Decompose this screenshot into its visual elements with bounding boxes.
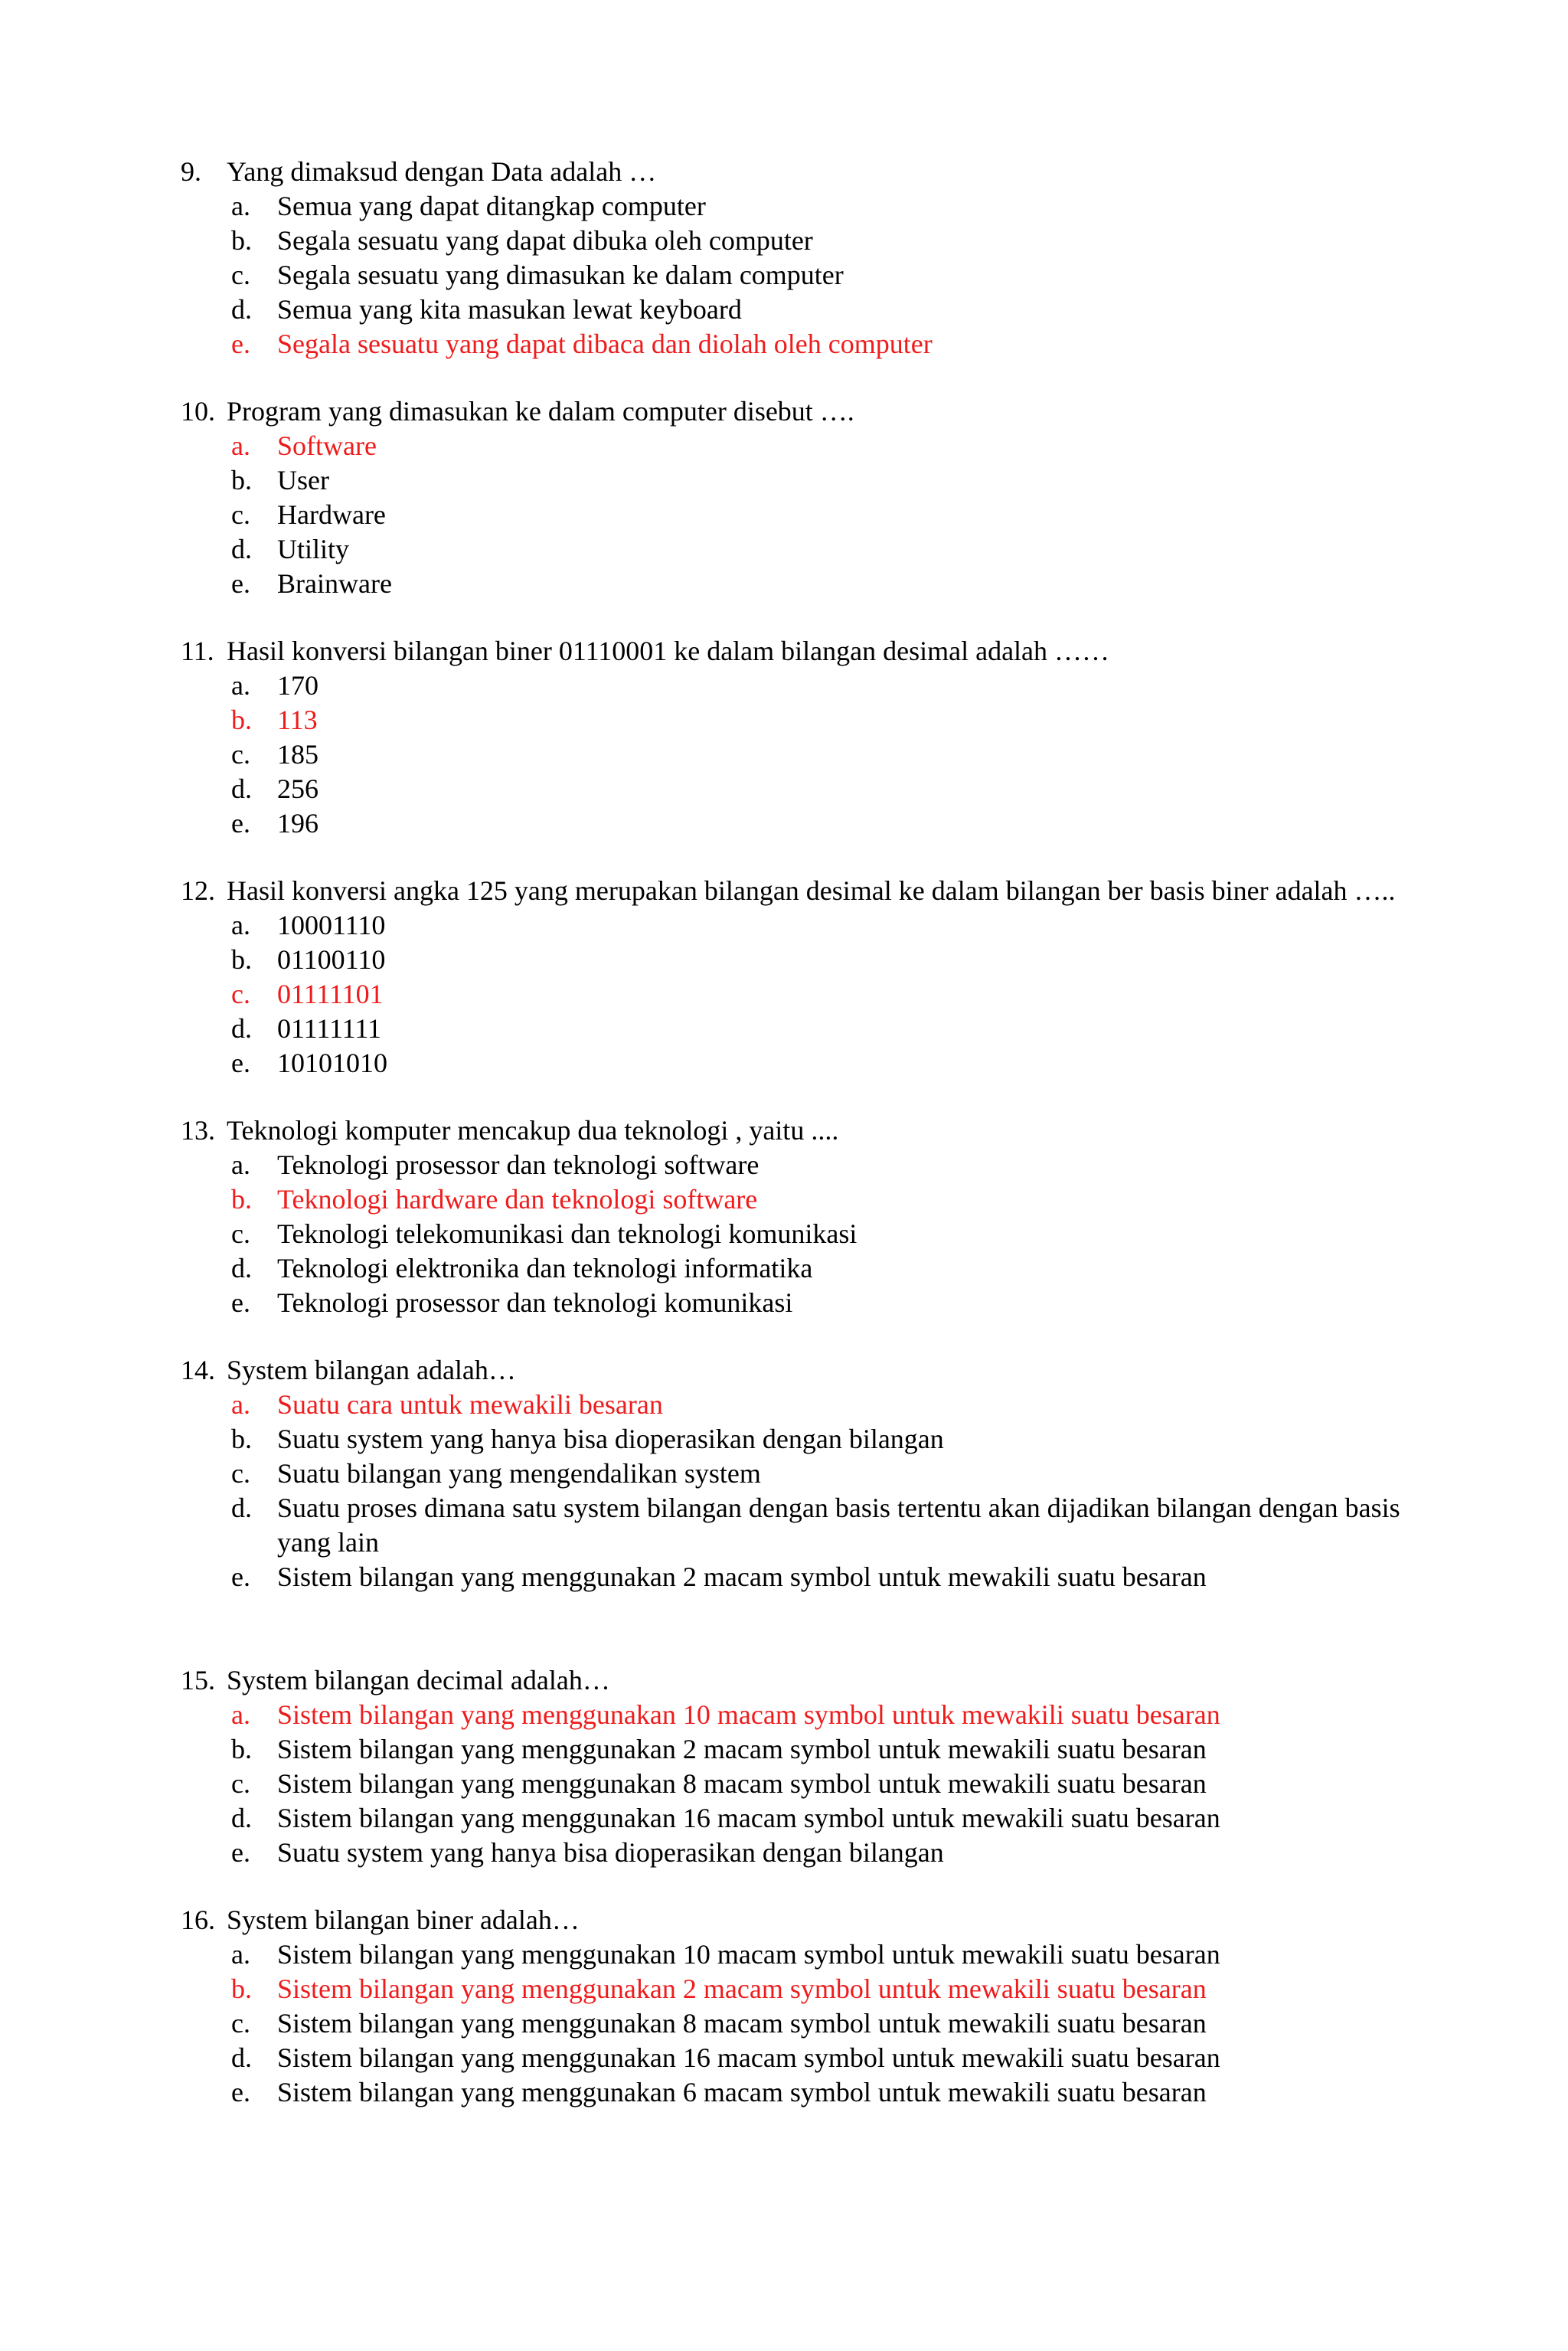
option-c bbox=[231, 977, 1406, 1012]
question-text: System bilangan adalah… bbox=[227, 1355, 516, 1385]
option-c bbox=[231, 1457, 1406, 1491]
option-letter: e. bbox=[231, 2077, 250, 2107]
option-text: Sistem bilangan yang menggunakan 8 macam symbol untuk mewakili suatu besaran bbox=[277, 1768, 1207, 1799]
option-e bbox=[231, 327, 1406, 361]
option-e bbox=[231, 567, 1406, 601]
option-a bbox=[231, 1148, 1406, 1182]
option-letter: a. bbox=[231, 1149, 250, 1180]
option-text: Sistem bilangan yang menggunakan 2 macam symbol untuk mewakili suatu besaran bbox=[277, 1561, 1207, 1592]
option-text: 185 bbox=[277, 739, 318, 770]
option-list bbox=[181, 189, 1406, 361]
option-text: Sistem bilangan yang menggunakan 6 macam symbol untuk mewakili suatu besaran bbox=[277, 2077, 1207, 2107]
option-letter: e. bbox=[231, 1561, 250, 1592]
question-13 bbox=[181, 1113, 1406, 1320]
option-list bbox=[181, 429, 1406, 601]
option-letter: a. bbox=[231, 910, 250, 940]
question-number: 10. bbox=[181, 396, 215, 427]
option-text: 113 bbox=[277, 705, 318, 735]
option-d bbox=[231, 1012, 1406, 1046]
option-text: Suatu cara untuk mewakili besaran bbox=[277, 1389, 663, 1420]
option-e bbox=[231, 1286, 1406, 1320]
option-b bbox=[231, 1972, 1406, 2006]
option-list bbox=[181, 1937, 1406, 2110]
question-number: 13. bbox=[181, 1115, 215, 1146]
option-letter: e. bbox=[231, 1837, 250, 1868]
option-e bbox=[231, 1560, 1406, 1594]
question-number: 11. bbox=[181, 636, 214, 666]
option-text: Suatu system yang hanya bisa dioperasikan dengan bilangan bbox=[277, 1424, 944, 1454]
question-9 bbox=[181, 155, 1406, 361]
option-letter: a. bbox=[231, 1389, 250, 1420]
option-d bbox=[231, 2041, 1406, 2075]
option-letter: c. bbox=[231, 499, 250, 530]
option-text: Software bbox=[277, 430, 377, 461]
option-text: Suatu bilangan yang mengendalikan system bbox=[277, 1458, 761, 1489]
option-d bbox=[231, 772, 1406, 806]
option-text: Utility bbox=[277, 534, 350, 564]
option-text: Sistem bilangan yang menggunakan 8 macam symbol untuk mewakili suatu besaran bbox=[277, 2008, 1207, 2039]
option-letter: e. bbox=[231, 1287, 250, 1318]
option-letter: c. bbox=[231, 1458, 250, 1489]
option-letter: d. bbox=[231, 1013, 252, 1044]
option-b bbox=[231, 1422, 1406, 1457]
option-a bbox=[231, 429, 1406, 463]
option-text: Segala sesuatu yang dapat dibaca dan diolah oleh computer bbox=[277, 329, 933, 359]
question-number: 14. bbox=[181, 1355, 215, 1385]
option-text: Suatu system yang hanya bisa dioperasikan dengan bilangan bbox=[277, 1837, 944, 1868]
option-a bbox=[231, 1698, 1406, 1732]
option-letter: d. bbox=[231, 773, 252, 804]
option-text: Teknologi telekomunikasi dan teknologi komunikasi bbox=[277, 1218, 858, 1249]
option-d bbox=[231, 532, 1406, 567]
option-letter: d. bbox=[231, 294, 252, 325]
option-letter: a. bbox=[231, 1939, 250, 1970]
option-letter: e. bbox=[231, 568, 250, 599]
option-text: Sistem bilangan yang menggunakan 16 macam symbol untuk mewakili suatu besaran bbox=[277, 1803, 1220, 1833]
option-letter: b. bbox=[231, 1973, 252, 2004]
option-text: 10101010 bbox=[277, 1048, 387, 1078]
option-c bbox=[231, 1217, 1406, 1251]
option-letter: b. bbox=[231, 465, 252, 495]
option-text: Teknologi prosessor dan teknologi komunikasi bbox=[277, 1287, 793, 1318]
option-c bbox=[231, 1767, 1406, 1801]
option-letter: a. bbox=[231, 191, 250, 221]
option-letter: e. bbox=[231, 1048, 250, 1078]
option-b bbox=[231, 224, 1406, 258]
question-text: System bilangan biner adalah… bbox=[227, 1905, 580, 1935]
option-letter: e. bbox=[231, 329, 250, 359]
option-a bbox=[231, 908, 1406, 943]
option-list bbox=[181, 1148, 1406, 1320]
option-text: 256 bbox=[277, 773, 318, 804]
option-letter: c. bbox=[231, 1218, 250, 1249]
option-c bbox=[231, 498, 1406, 532]
question-text: Hasil konversi angka 125 yang merupakan bilangan desimal ke dalam bilangan ber basis biner adalah ….. bbox=[227, 875, 1396, 906]
option-text: Teknologi prosessor dan teknologi software bbox=[277, 1149, 760, 1180]
option-letter: a. bbox=[231, 1699, 250, 1730]
option-b bbox=[231, 1732, 1406, 1767]
option-text: Semua yang dapat ditangkap computer bbox=[277, 191, 706, 221]
option-c bbox=[231, 737, 1406, 772]
option-text: User bbox=[277, 465, 329, 495]
question-number: 16. bbox=[181, 1905, 215, 1935]
question-text: System bilangan decimal adalah… bbox=[227, 1665, 610, 1695]
question-number: 15. bbox=[181, 1665, 215, 1695]
option-text: 01111111 bbox=[277, 1013, 381, 1044]
option-letter: a. bbox=[231, 670, 250, 701]
option-a bbox=[231, 1937, 1406, 1972]
question-15 bbox=[181, 1663, 1406, 1870]
option-letter: c. bbox=[231, 979, 250, 1009]
option-text: Brainware bbox=[277, 568, 392, 599]
option-letter: a. bbox=[231, 430, 250, 461]
option-b bbox=[231, 943, 1406, 977]
question-11 bbox=[181, 634, 1406, 841]
question-text: Teknologi komputer mencakup dua teknologi , yaitu .... bbox=[227, 1115, 839, 1146]
option-text: 01100110 bbox=[277, 944, 386, 975]
option-letter: b. bbox=[231, 1734, 252, 1764]
option-a bbox=[231, 669, 1406, 703]
option-text: Sistem bilangan yang menggunakan 2 macam symbol untuk mewakili suatu besaran bbox=[277, 1734, 1207, 1764]
option-a bbox=[231, 189, 1406, 224]
option-a bbox=[231, 1388, 1406, 1422]
option-c bbox=[231, 258, 1406, 293]
option-text: 10001110 bbox=[277, 910, 386, 940]
option-b bbox=[231, 703, 1406, 737]
question-text: Yang dimaksud dengan Data adalah … bbox=[227, 156, 657, 187]
option-text: Sistem bilangan yang menggunakan 10 macam symbol untuk mewakili suatu besaran bbox=[277, 1939, 1220, 1970]
option-e bbox=[231, 1046, 1406, 1081]
question-10 bbox=[181, 394, 1406, 601]
option-d bbox=[231, 293, 1406, 327]
option-letter: b. bbox=[231, 225, 252, 256]
option-letter: e. bbox=[231, 808, 250, 839]
option-letter: b. bbox=[231, 705, 252, 735]
option-letter: d. bbox=[231, 1253, 252, 1283]
question-14 bbox=[181, 1353, 1406, 1594]
option-d bbox=[231, 1251, 1406, 1286]
option-text: Hardware bbox=[277, 499, 386, 530]
question-text: Hasil konversi bilangan biner 01110001 ke dalam bilangan desimal adalah …… bbox=[227, 636, 1110, 666]
option-letter: d. bbox=[231, 1493, 252, 1523]
option-letter: b. bbox=[231, 944, 252, 975]
option-d bbox=[231, 1801, 1406, 1836]
option-list bbox=[181, 669, 1406, 841]
option-b bbox=[231, 1182, 1406, 1217]
question-list bbox=[181, 155, 1406, 2110]
option-letter: d. bbox=[231, 1803, 252, 1833]
option-text: Sistem bilangan yang menggunakan 10 macam symbol untuk mewakili suatu besaran bbox=[277, 1699, 1220, 1730]
option-e bbox=[231, 2075, 1406, 2110]
question-16 bbox=[181, 1903, 1406, 2110]
option-text: 01111101 bbox=[277, 979, 384, 1009]
option-c bbox=[231, 2006, 1406, 2041]
option-d bbox=[231, 1491, 1406, 1560]
option-text: Teknologi hardware dan teknologi software bbox=[277, 1184, 758, 1215]
option-text: Segala sesuatu yang dimasukan ke dalam computer bbox=[277, 260, 844, 290]
option-e bbox=[231, 806, 1406, 841]
option-letter: d. bbox=[231, 2042, 252, 2073]
option-letter: c. bbox=[231, 2008, 250, 2039]
option-list bbox=[181, 1388, 1406, 1594]
option-e bbox=[231, 1836, 1406, 1870]
option-text: Teknologi elektronika dan teknologi informatika bbox=[277, 1253, 813, 1283]
option-text: Sistem bilangan yang menggunakan 16 macam symbol untuk mewakili suatu besaran bbox=[277, 2042, 1220, 2073]
option-text: 170 bbox=[277, 670, 318, 701]
option-text: Suatu proses dimana satu system bilangan dengan basis tertentu akan dijadikan bilangan dengan basis yang lain bbox=[277, 1493, 1400, 1558]
option-letter: c. bbox=[231, 1768, 250, 1799]
option-text: Segala sesuatu yang dapat dibuka oleh computer bbox=[277, 225, 813, 256]
option-letter: d. bbox=[231, 534, 252, 564]
option-letter: b. bbox=[231, 1424, 252, 1454]
option-letter: c. bbox=[231, 260, 250, 290]
question-number: 12. bbox=[181, 875, 215, 906]
option-text: Semua yang kita masukan lewat keyboard bbox=[277, 294, 742, 325]
question-number: 9. bbox=[181, 156, 201, 187]
question-text: Program yang dimasukan ke dalam computer disebut …. bbox=[227, 396, 854, 427]
option-letter: c. bbox=[231, 739, 250, 770]
option-text: 196 bbox=[277, 808, 318, 839]
option-letter: b. bbox=[231, 1184, 252, 1215]
option-text: Sistem bilangan yang menggunakan 2 macam symbol untuk mewakili suatu besaran bbox=[277, 1973, 1207, 2004]
question-12 bbox=[181, 874, 1406, 1081]
option-b bbox=[231, 463, 1406, 498]
option-list bbox=[181, 1698, 1406, 1870]
option-list bbox=[181, 908, 1406, 1081]
